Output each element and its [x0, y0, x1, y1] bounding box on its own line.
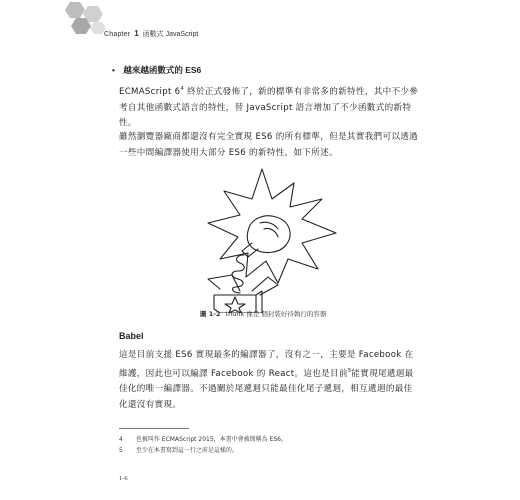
paragraph-compilers — [119, 130, 419, 161]
paragraph-es6-intro — [119, 82, 419, 132]
footnote — [119, 445, 238, 454]
thunk-box-illustration — [190, 163, 340, 313]
footnote-ref[interactable]: 4 — [180, 86, 184, 92]
footnote-text: 至少在本書寫到這一行之前是這樣的。 — [135, 447, 238, 454]
explosion-burst — [208, 169, 336, 283]
boxing-glove — [247, 216, 290, 253]
running-header — [104, 29, 198, 39]
chapter-word: Chapter — [104, 31, 131, 38]
footnote-number: 4 — [119, 436, 123, 443]
paragraph-text: 雖然瀏覽器廠商都還沒有完全實現 ES6 的所有標準，但是其實我們可以透過一些中間編譯器使用大部分 ES6 的新特性，如下所述。 — [119, 132, 419, 158]
bullet-heading — [112, 64, 201, 76]
paragraph-babel — [119, 348, 419, 413]
chapter-title: 函數式 JavaScript — [142, 31, 199, 38]
bullet-heading-text: 越來越函數式的 ES6 — [123, 65, 202, 75]
figure-caption — [200, 309, 326, 318]
figure-label: 圖 1-2 — [200, 310, 221, 318]
paragraph-text: 能實現尾遞迴最佳化的唯一編譯器。不過關於尾遞迴只能最佳化尾子遞迴，相互遞迴的最佳化還沒有實現。 — [119, 368, 414, 410]
chapter-number: 1 — [134, 29, 139, 38]
footnote-number: 5 — [119, 447, 123, 454]
page-number: 1-6 — [119, 475, 128, 482]
figure-caption-text: thunk 像是 個封裝好待執行的容器 — [225, 310, 327, 318]
bullet-icon: • — [112, 65, 115, 75]
paragraph-text: 終於正式發佈了，新的標準有非常多的新特性，其中不少參考自其他函數式語言的特性，替 JavaScript 語言增加了不少函數式的新特性。 — [119, 87, 419, 128]
footnote-divider — [119, 428, 189, 429]
paragraph-text: ECMAScript 6 — [119, 87, 181, 97]
section-title: Babel — [119, 331, 144, 341]
paragraph-text: 這是目前支援 ES6 實現最多的編譯器了，沒有之一，主要是 Facebook 在維護，因此也可以編譯 Facebook 的 React。這也是目前 — [119, 350, 414, 379]
footnote — [119, 434, 287, 443]
footnote-ref[interactable]: 5 — [347, 367, 352, 374]
footnote-text: 也被叫作 ECMAScript 2015，本書中會被簡稱為 ES6。 — [135, 436, 287, 443]
